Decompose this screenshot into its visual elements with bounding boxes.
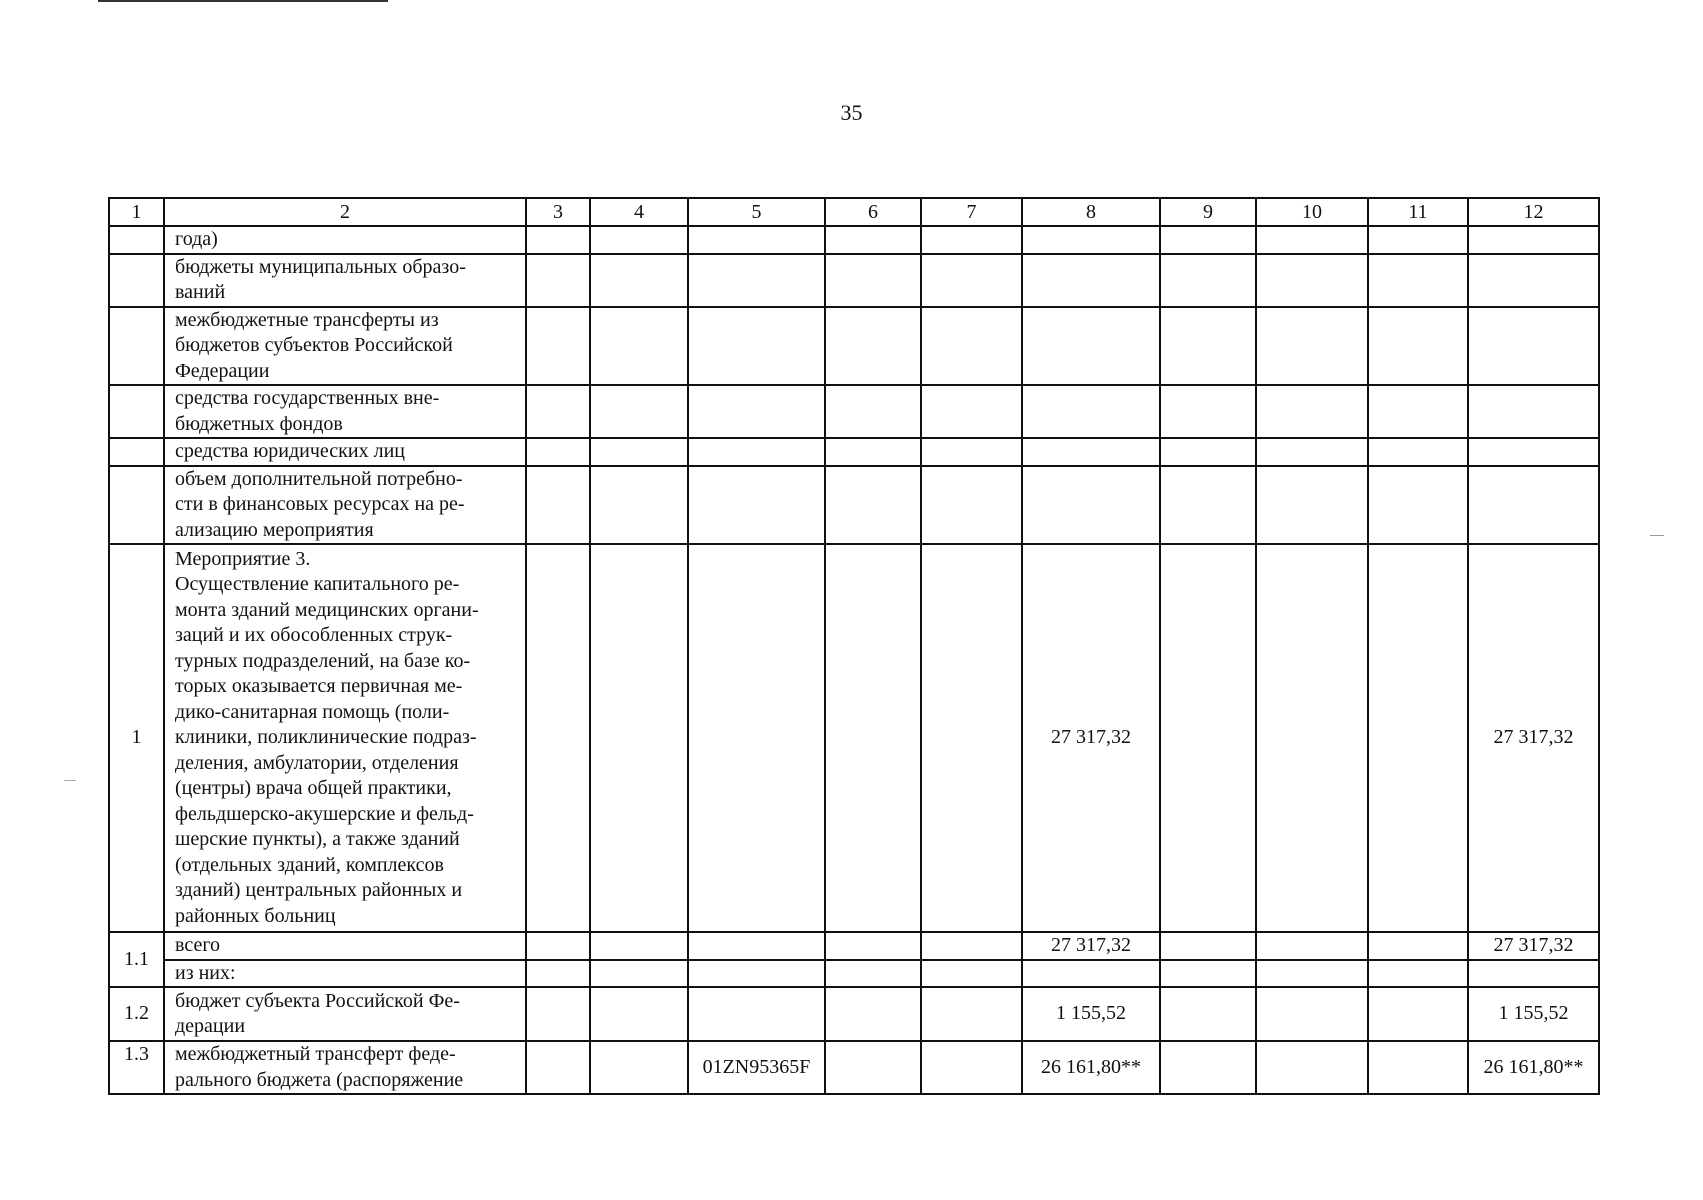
value-cell xyxy=(590,932,688,960)
row-description-cell xyxy=(164,254,526,307)
description-line: бюджет субъекта Российской Фе- xyxy=(175,989,460,1012)
amount-cell: 26 161,80** xyxy=(1022,1041,1160,1094)
amount-cell: 27 317,32 xyxy=(1468,932,1599,960)
table-row xyxy=(109,960,1599,988)
value-cell xyxy=(688,987,825,1041)
description-line: районных больниц xyxy=(175,904,336,927)
header-cell: 7 xyxy=(921,198,1022,226)
scan-mark xyxy=(1650,535,1664,536)
value-cell xyxy=(1368,960,1468,988)
table-row xyxy=(109,544,1599,932)
value-cell xyxy=(1256,960,1368,988)
value-cell xyxy=(526,932,590,960)
description-line: сти в финансовых ресурсах на ре- xyxy=(175,493,465,515)
value-cell xyxy=(688,544,825,932)
description-line: монта зданий медицинских органи- xyxy=(175,598,479,621)
row-description-cell xyxy=(164,544,526,932)
value-cell xyxy=(921,544,1022,932)
value-cell xyxy=(1160,438,1256,466)
header-cell: 2 xyxy=(164,198,526,226)
value-cell xyxy=(1468,254,1599,307)
value-cell xyxy=(825,960,921,988)
value-cell xyxy=(825,932,921,960)
scan-mark xyxy=(64,780,76,781)
header-cell: 10 xyxy=(1256,198,1368,226)
value-cell xyxy=(590,226,688,254)
value-cell xyxy=(921,960,1022,988)
amount-cell: 26 161,80** xyxy=(1468,1041,1599,1094)
description-line: (отдельных зданий, комплексов xyxy=(175,853,444,876)
header-cell: 12 xyxy=(1468,198,1599,226)
description-line: Осуществление капитального ре- xyxy=(175,573,460,596)
amount-cell: 1 155,52 xyxy=(1468,987,1599,1041)
value-cell xyxy=(1256,544,1368,932)
value-cell xyxy=(825,466,921,545)
value-cell xyxy=(1368,466,1468,545)
value-cell xyxy=(1022,254,1160,307)
value-cell xyxy=(825,438,921,466)
description-line: бюджетов субъектов Российской xyxy=(175,334,453,356)
value-cell xyxy=(1160,226,1256,254)
row-description-cell xyxy=(164,987,526,1041)
value-cell xyxy=(825,1041,921,1094)
description-line: дерации xyxy=(175,1015,246,1037)
description-line: бюджеты муниципальных образо- xyxy=(175,255,466,278)
top-rule xyxy=(98,0,388,2)
value-cell xyxy=(1160,544,1256,932)
value-cell xyxy=(1022,438,1160,466)
budget-table xyxy=(108,197,1600,1095)
description-line: средства юридических лиц xyxy=(175,440,405,462)
header-cell: 3 xyxy=(526,198,590,226)
value-cell xyxy=(526,226,590,254)
header-cell: 4 xyxy=(590,198,688,226)
value-cell xyxy=(590,1041,688,1094)
value-cell xyxy=(526,960,590,988)
value-cell xyxy=(526,1041,590,1094)
value-cell xyxy=(1022,466,1160,545)
table-row xyxy=(109,226,1599,254)
value-cell xyxy=(1368,385,1468,438)
value-cell xyxy=(825,385,921,438)
table-row xyxy=(109,438,1599,466)
value-cell xyxy=(1468,385,1599,438)
header-row xyxy=(109,198,1599,226)
description-line: из них: xyxy=(175,961,236,984)
amount-cell: 27 317,32 xyxy=(1468,544,1599,932)
row-description-cell xyxy=(164,226,526,254)
value-cell xyxy=(688,438,825,466)
header-cell: 6 xyxy=(825,198,921,226)
value-cell xyxy=(688,960,825,988)
value-cell xyxy=(1256,385,1368,438)
value-cell xyxy=(590,307,688,386)
value-cell xyxy=(921,385,1022,438)
value-cell xyxy=(1468,226,1599,254)
value-cell xyxy=(688,932,825,960)
row-description-cell xyxy=(164,960,526,988)
value-cell xyxy=(590,438,688,466)
table-row xyxy=(109,466,1599,545)
value-cell xyxy=(1160,987,1256,1041)
row-number-cell: 1 xyxy=(109,544,164,932)
table-row xyxy=(109,254,1599,307)
value-cell xyxy=(825,226,921,254)
value-cell xyxy=(1160,960,1256,988)
value-cell xyxy=(526,987,590,1041)
value-cell xyxy=(526,438,590,466)
description-line: дико-санитарная помощь (поли- xyxy=(175,700,450,723)
table-row xyxy=(109,932,1599,960)
value-cell xyxy=(1368,254,1468,307)
value-cell xyxy=(825,307,921,386)
description-line: турных подразделений, на базе ко- xyxy=(175,649,471,672)
table-row xyxy=(109,987,1599,1041)
value-cell xyxy=(1368,987,1468,1041)
value-cell xyxy=(1160,1041,1256,1094)
value-cell xyxy=(1022,960,1160,988)
value-cell xyxy=(1256,932,1368,960)
row-description-cell xyxy=(164,385,526,438)
value-cell xyxy=(1468,307,1599,386)
row-number-cell: 1.3 xyxy=(109,1041,164,1094)
row-number-cell: 1.2 xyxy=(109,987,164,1041)
description-line: зданий) центральных районных и xyxy=(175,879,463,902)
value-cell xyxy=(590,385,688,438)
description-line: заций и их обособленных струк- xyxy=(175,624,453,647)
description-line: торых оказывается первичная ме- xyxy=(175,675,463,698)
budget-code-cell: 01ZN95365F xyxy=(688,1041,825,1094)
description-line: межбюджетный трансферт феде- xyxy=(175,1043,456,1065)
description-line: ализацию мероприятия xyxy=(175,518,374,541)
value-cell xyxy=(921,307,1022,386)
header-cell: 11 xyxy=(1368,198,1468,226)
table-row xyxy=(109,385,1599,438)
value-cell xyxy=(1022,226,1160,254)
header-cell: 9 xyxy=(1160,198,1256,226)
value-cell xyxy=(1160,254,1256,307)
value-cell xyxy=(1256,254,1368,307)
value-cell xyxy=(1368,307,1468,386)
value-cell xyxy=(526,544,590,932)
value-cell xyxy=(1368,544,1468,932)
description-line: рального бюджета (распоряжение xyxy=(175,1068,464,1091)
value-cell xyxy=(590,544,688,932)
value-cell xyxy=(1160,307,1256,386)
value-cell xyxy=(921,254,1022,307)
value-cell xyxy=(1256,987,1368,1041)
value-cell xyxy=(921,438,1022,466)
value-cell xyxy=(688,466,825,545)
value-cell xyxy=(1022,307,1160,386)
value-cell xyxy=(921,226,1022,254)
value-cell xyxy=(526,307,590,386)
value-cell xyxy=(1368,932,1468,960)
description-line: всего xyxy=(175,934,221,956)
value-cell xyxy=(921,987,1022,1041)
description-line: шерские пункты), а также зданий xyxy=(175,828,460,851)
value-cell xyxy=(1368,226,1468,254)
value-cell xyxy=(1468,466,1599,545)
value-cell xyxy=(1368,1041,1468,1094)
value-cell xyxy=(1160,385,1256,438)
value-cell xyxy=(1160,466,1256,545)
value-cell xyxy=(1468,438,1599,466)
header-cell: 1 xyxy=(109,198,164,226)
description-line: объем дополнительной потребно- xyxy=(175,467,463,490)
description-line: средства государственных вне- xyxy=(175,387,440,409)
value-cell xyxy=(688,254,825,307)
description-line: бюджетных фондов xyxy=(175,412,343,435)
header-cell: 5 xyxy=(688,198,825,226)
table-row xyxy=(109,1041,1599,1094)
value-cell xyxy=(825,254,921,307)
value-cell xyxy=(590,987,688,1041)
value-cell xyxy=(526,254,590,307)
value-cell xyxy=(825,544,921,932)
row-description-cell xyxy=(164,932,526,960)
value-cell xyxy=(590,960,688,988)
row-number-cell xyxy=(109,307,164,386)
value-cell xyxy=(921,466,1022,545)
description-line: (центры) врача общей практики, xyxy=(175,777,452,800)
amount-cell: 27 317,32 xyxy=(1022,544,1160,932)
description-line: Федерации xyxy=(175,359,270,382)
row-number-cell xyxy=(109,385,164,438)
value-cell xyxy=(1468,960,1599,988)
amount-cell: 27 317,32 xyxy=(1022,932,1160,960)
row-description-cell xyxy=(164,438,526,466)
row-number-cell xyxy=(109,466,164,545)
value-cell xyxy=(526,385,590,438)
value-cell xyxy=(1256,226,1368,254)
value-cell xyxy=(921,1041,1022,1094)
value-cell xyxy=(1160,932,1256,960)
value-cell xyxy=(590,254,688,307)
value-cell xyxy=(526,466,590,545)
row-number-cell: 1.1 xyxy=(109,932,164,987)
description-line: деления, амбулатории, отделения xyxy=(175,751,459,774)
value-cell xyxy=(688,307,825,386)
description-line: ваний xyxy=(175,281,226,303)
value-cell xyxy=(590,466,688,545)
header-cell: 8 xyxy=(1022,198,1160,226)
page-number: 35 xyxy=(840,100,863,125)
description-line: Мероприятие 3. xyxy=(175,547,311,570)
row-number-cell xyxy=(109,438,164,466)
value-cell xyxy=(1022,385,1160,438)
value-cell xyxy=(825,987,921,1041)
description-line: фельдшерско-акушерские и фельд- xyxy=(175,802,474,825)
value-cell xyxy=(1256,1041,1368,1094)
row-description-cell xyxy=(164,307,526,386)
row-description-cell xyxy=(164,466,526,545)
value-cell xyxy=(1256,438,1368,466)
value-cell xyxy=(921,932,1022,960)
row-number-cell xyxy=(109,226,164,254)
value-cell xyxy=(1256,466,1368,545)
value-cell xyxy=(1256,307,1368,386)
table-row xyxy=(109,307,1599,386)
value-cell xyxy=(688,385,825,438)
amount-cell: 1 155,52 xyxy=(1022,987,1160,1041)
value-cell xyxy=(1368,438,1468,466)
description-line: клиники, поликлинические подраз- xyxy=(175,726,477,749)
row-description-cell xyxy=(164,1041,526,1094)
value-cell xyxy=(688,226,825,254)
description-line: года) xyxy=(175,228,218,250)
description-line: межбюджетные трансферты из xyxy=(175,308,439,331)
row-number-cell xyxy=(109,254,164,307)
